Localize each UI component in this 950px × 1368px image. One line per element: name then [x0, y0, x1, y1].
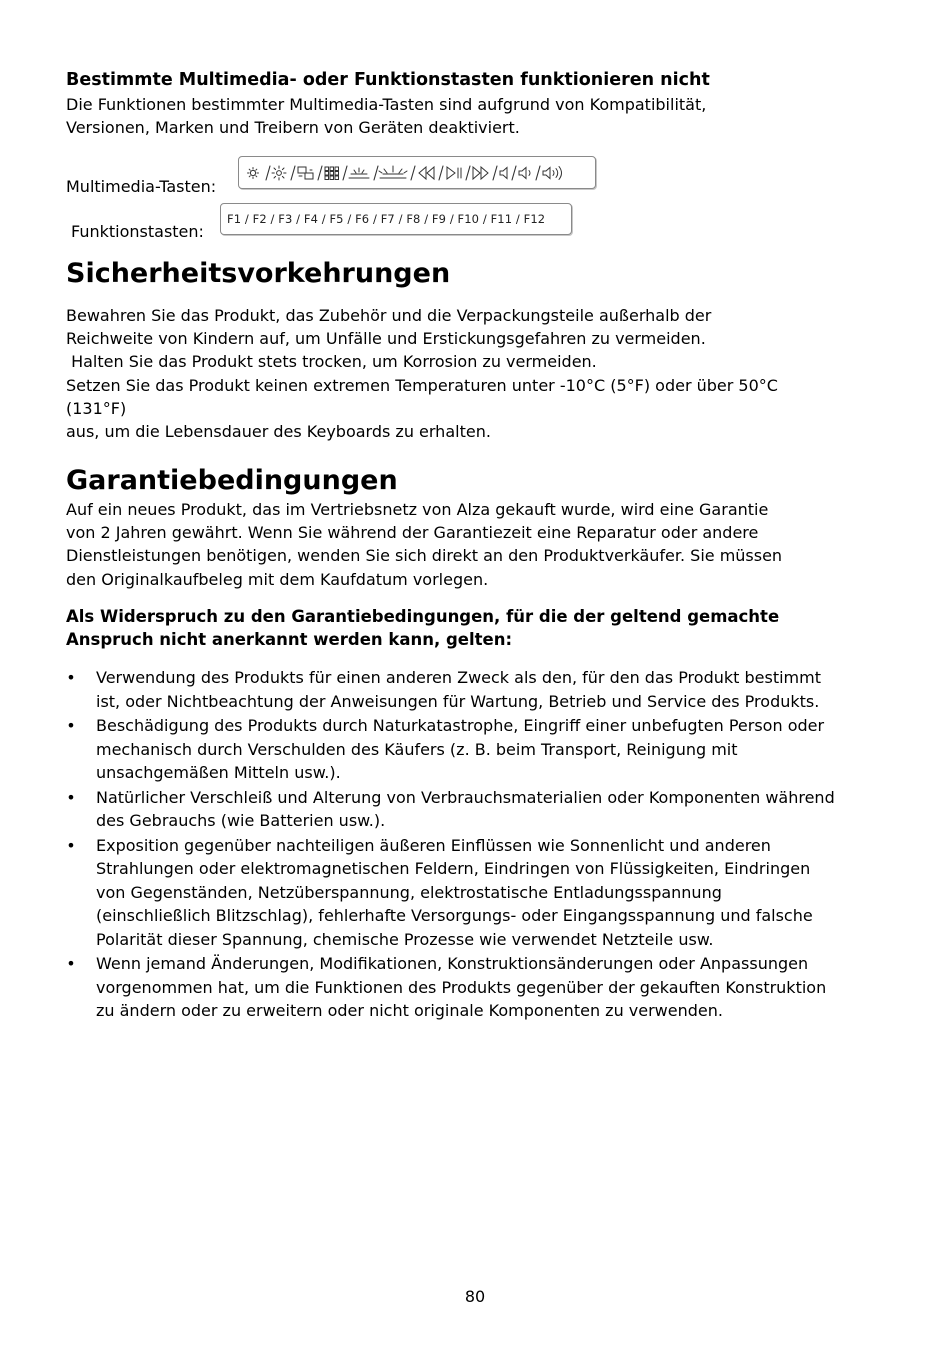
screen-switch-icon: [298, 167, 313, 179]
warranty-heading: Garantiebedingungen: [66, 465, 398, 496]
troubleshooting-heading: Bestimmte Multimedia- oder Funktionstasten funktionieren nicht: [66, 70, 710, 90]
bullet: •: [66, 835, 76, 855]
paragraph-line: Bewahren Sie das Produkt, das Zubehör und die Verpackungsteile außerhalb der: [66, 306, 712, 325]
bullet: •: [66, 787, 76, 807]
safety-heading: Sicherheitsvorkehrungen: [66, 258, 451, 289]
bullet: •: [66, 954, 76, 973]
list-item: [66, 952, 836, 1023]
page-number: 80: [464, 1287, 486, 1306]
paragraph-line: Halten Sie das Produkt stets trocken, um Korrosion zu vermeiden.: [66, 352, 597, 372]
volume-down-icon: [519, 167, 530, 178]
paragraph-line: Auf ein neues Produkt, das im Vertriebsnetz von Alza gekauft wurde, wird eine Garantie: [66, 500, 769, 519]
paragraph-line: Die Funktionen bestimmter Multimedia-Tasten sind aufgrund von Kompatibilität,: [66, 95, 707, 114]
function-keys-label: Funktionstasten:: [71, 222, 204, 241]
multimedia-keys-image: [238, 156, 596, 189]
paragraph-line: Reichweite von Kindern auf, um Unfälle und Erstickungsgefahren zu vermeiden.: [66, 329, 706, 349]
list-item-text: Wenn jemand Änderungen, Modifikationen, Konstruktionsänderungen oder Anpassungen vorgenommen hat, um die Funktionen des Produkts gegenüber der gekauften Konstruktion zu ändern oder zu erweitern oder nicht originale Komponenten zu verwenden.: [96, 954, 827, 1020]
paragraph-line: aus, um die Lebensdauer des Keyboards zu erhalten.: [66, 422, 491, 442]
next-track-icon: [473, 167, 488, 179]
paragraph-line: den Originalkaufbeleg mit dem Kaufdatum vorlegen.: [66, 569, 489, 589]
troubleshooting-text: [66, 93, 836, 139]
paragraph-line: Dienstleistungen benötigen, wenden Sie sich direkt an den Produktverkäufer. Sie müssen: [66, 546, 783, 566]
paragraph-line: Versionen, Marken und Treibern von Geräten deaktiviert.: [66, 118, 520, 138]
function-keys-text: F1 / F2 / F3 / F4 / F5 / F6 / F7 / F8 / F9 / F10 / F11 / F12: [227, 212, 546, 226]
warranty-exceptions-list: [66, 666, 836, 1024]
brightness-down-icon: [248, 167, 259, 178]
backlight-down-icon: [349, 168, 369, 178]
list-item-text: Beschädigung des Produkts durch Naturkatastrophe, Eingriff einer unbefugten Person oder mechanisch durch Verschulden des Käufers (z. B. beim Transport, Reinigung mit unsachgemäßen Mitteln usw.).: [96, 716, 825, 782]
function-keys-image: [220, 203, 572, 235]
warranty-exceptions-heading: Als Widerspruch zu den Garantiebedingungen, für die der geltend gemachte Anspruch nicht anerkannt werden kann, gelten:: [66, 607, 780, 649]
paragraph-line: Setzen Sie das Produkt keinen extremen Temperaturen unter -10°C (5°F) oder über 50°C: [66, 375, 778, 395]
app-grid-icon: [325, 167, 339, 180]
list-item-text: Exposition gegenüber nachteiligen äußeren Einflüssen wie Sonnenlicht und anderen Strahlungen oder elektromagnetischen Feldern, Eindringen von Flüssigkeiten, Eindringen von Gegenständen, Netzüberspannung, elektrostatische Entladungsspannung (einschließlich Blitzschlag), fehlerhafte Versorgungs- oder Eingangsspannung und falsche Polarität dieser Spannung, chemische Prozesse wie verwendet Netzteile usw.: [96, 835, 813, 949]
list-item: [66, 666, 836, 713]
warranty-text: [66, 498, 836, 591]
backlight-up-icon: [379, 166, 407, 178]
paragraph-line: von 2 Jahren gewährt. Wenn Sie während der Garantiezeit eine Reparatur oder andere: [66, 523, 759, 543]
bullet: •: [66, 716, 76, 735]
multimedia-keys-strip: [245, 161, 589, 185]
play-pause-icon: [447, 167, 461, 179]
volume-up-icon: [543, 166, 562, 179]
safety-text: [66, 304, 836, 443]
list-item-text: Verwendung des Produkts für einen anderen Zweck als den, für den das Produkt bestimmt ist, oder Nichtbeachtung der Anweisungen für Wartung, Betrieb und Service des Produkts.: [96, 668, 821, 711]
previous-track-icon: [419, 167, 434, 179]
mute-icon: [500, 167, 507, 178]
list-item: [66, 834, 836, 952]
multimedia-keys-label: Multimedia-Tasten:: [66, 177, 217, 196]
list-item: [66, 714, 836, 785]
list-item: [66, 786, 836, 833]
paragraph-line: (131°F): [66, 398, 127, 418]
brightness-up-icon: [272, 166, 286, 180]
bullet: •: [66, 668, 76, 687]
list-item-text: Natürlicher Verschleiß und Alterung von Verbrauchsmaterialien oder Komponenten während des Gebrauchs (wie Batterien usw.).: [96, 787, 835, 830]
